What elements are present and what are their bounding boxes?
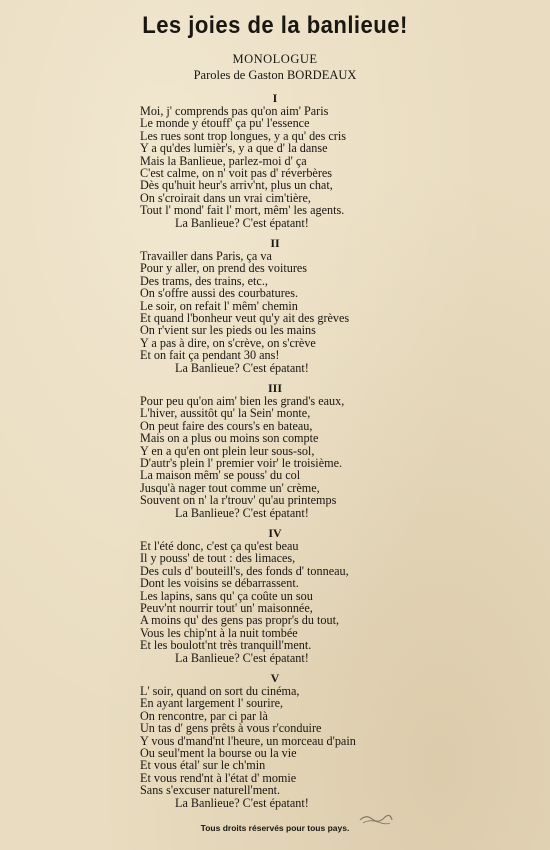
verse-numeral: III (267, 381, 282, 395)
rights-notice: Tous droits réservés pour tous pays. (200, 823, 350, 833)
verse-line: Des culs d' bouteill's, des fonds d' tonneau, (140, 563, 349, 578)
verse-lines (140, 105, 550, 217)
verse-line: C'est calme, on n' voit pas d' réverbères (140, 166, 333, 181)
verse-line: On rencontre, par ci par là (140, 708, 268, 723)
verse-line: Des trams, des trains, etc., (140, 273, 268, 288)
verse-lines (140, 540, 550, 652)
verse-line: Et l'été donc, c'est ça qu'est beau (140, 539, 299, 553)
verse-numeral: V (270, 671, 280, 685)
verse-line: On r'vient sur les pieds ou les mains (140, 323, 316, 338)
verse-line: Souvent on n' la r'trouv' qu'au printemps (140, 493, 337, 508)
verse-line: Y en a qu'en ont plein leur sous-sol, (140, 443, 315, 458)
verse-line: Jusqu'à nager tout comme un' crème, (140, 480, 320, 495)
verse-line: Ou seul'ment la bourse ou la vie (140, 746, 297, 761)
verse-1 (0, 92, 550, 229)
verse-line: A moins qu' des gens pas propr's du tout, (140, 613, 340, 628)
verse-line: Le soir, on refait l' mêm' chemin (140, 298, 298, 313)
verse-line: Travailler dans Paris, ça va (140, 249, 272, 263)
refrain-line: La Banlieue? C'est épatant! (175, 505, 309, 520)
verse-line: Le monde y étouff' ça pu' l'essence (140, 116, 310, 131)
verse-line: En ayant largement l' sourire, (140, 696, 284, 711)
verse-line: L'hiver, aussitôt qu' la Sein' monte, (140, 406, 311, 421)
verse-line: Tout l' mond' fait l' mort, mêm' les agents. (140, 203, 345, 218)
verse-line: On s'offre aussi des courbatures. (140, 286, 298, 301)
verse-line: Et quand l'bonheur veut qu'y ait des grèves (140, 311, 350, 326)
verse-line: Pour peu qu'on aim' bien les grand's eaux, (140, 394, 345, 408)
verse-line: Dont les voisins se débarrassent. (140, 576, 299, 591)
verse-3 (0, 382, 550, 519)
verse-line: Pour y aller, on prend des voitures (140, 261, 308, 276)
refrain-line: La Banlieue? C'est épatant! (175, 215, 309, 230)
verse-lines (140, 250, 550, 362)
verse-line: Peuv'nt nourrir tout' un' maisonnée, (140, 601, 313, 616)
verse-line: Et vous rend'nt à l'état d' momie (140, 770, 297, 785)
verse-4 (0, 527, 550, 664)
verse-line: Vous les chip'nt à la nuit tombée (140, 625, 298, 640)
verse-line: On peut faire des cours's en bateau, (140, 418, 313, 433)
verse-numeral: IV (268, 526, 282, 540)
verse-line: L' soir, quand on sort du cinéma, (140, 684, 300, 698)
verse-line: On s'croirait dans un vrai cim'tière, (140, 190, 311, 205)
verse-line: Mais on a plus ou moins son compte (140, 431, 319, 446)
refrain-line: La Banlieue? C'est épatant! (175, 795, 309, 810)
subtitle: MONOLOGUE (232, 52, 318, 66)
verse-line: Les lapins, sans qu' ça coûte un sou (140, 588, 313, 603)
verse-numeral: II (270, 236, 280, 250)
page-title: Les joies de la banlieue! (142, 12, 408, 39)
verse-line: Y a pas à dire, on s'crève, on s'crève (140, 335, 316, 350)
verse-line: Dès qu'huit heur's arriv'nt, plus un chat, (140, 178, 333, 193)
verse-line: La maison mêm' se pouss' du col (140, 468, 301, 483)
verse-line: Et les boulott'nt très tranquill'ment. (140, 638, 312, 653)
verse-line: Sans s'excuser naturell'ment. (140, 783, 281, 798)
verse-line: Y a qu'des lumièr's, y a que d' la danse (140, 141, 328, 156)
verse-line: Y vous d'mand'nt l'heure, un morceau d'pain (140, 733, 356, 748)
verse-2 (0, 237, 550, 374)
author-credit: Paroles de Gaston BORDEAUX (193, 68, 357, 82)
verse-line: D'autr's plein l' premier voir' le troisième. (140, 456, 343, 471)
refrain-line: La Banlieue? C'est épatant! (175, 650, 309, 665)
verse-line: Moi, j' comprends pas qu'on aim' Paris (140, 104, 329, 118)
verse-line: Un tas d' gens prêts à vous r'conduire (140, 721, 322, 736)
verse-line: Les rues sont trop longues, y a qu' des cris (140, 128, 346, 143)
verse-line: Et vous étal' sur le ch'min (140, 758, 266, 773)
refrain-line: La Banlieue? C'est épatant! (175, 360, 309, 375)
verse-5 (0, 672, 550, 809)
verse-lines (140, 685, 550, 797)
verse-lines (140, 395, 550, 507)
verse-line: Il y pouss' de tout : des limaces, (140, 551, 296, 566)
verse-line: Et on fait ça pendant 30 ans! (140, 348, 280, 363)
verse-line: Mais la Banlieue, parlez-moi d' ça (140, 153, 307, 168)
verse-numeral: I (272, 91, 278, 105)
